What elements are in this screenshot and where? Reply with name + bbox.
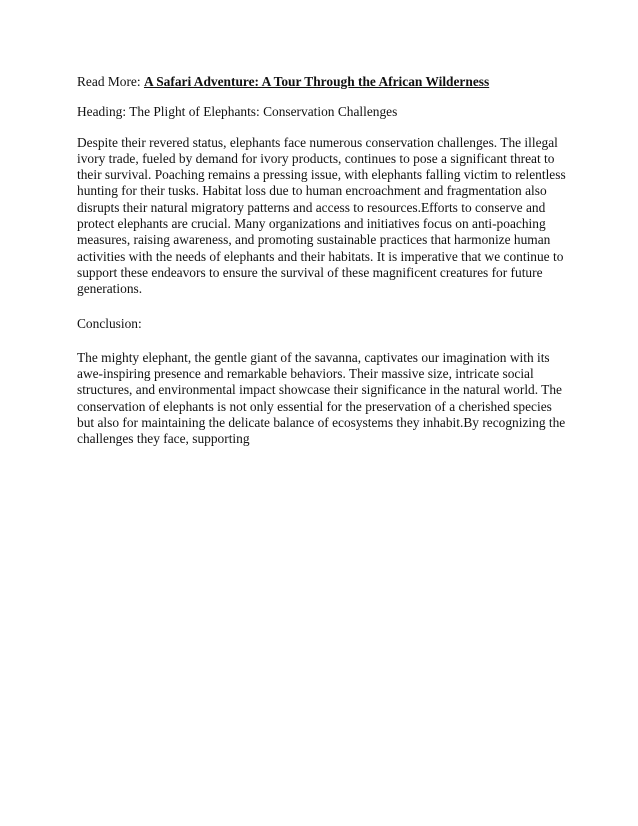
read-more-link[interactable]: A Safari Adventure: A Tour Through the African Wilderness <box>143 74 490 89</box>
body-paragraph-1: Despite their revered status, elephants face numerous conservation challenges. The illegal ivory trade, fueled by demand for ivory products, continues to pose a significant threat to their survival. Poaching remains a pressing issue, with elephants falling victim to relentless hunting for their tusks. Habitat loss due to human encroachment and fragmentation also disrupts their natural migratory patterns and access to resources.Efforts to conserve and protect elephants are crucial. Many organizations and initiatives focus on anti-poaching measures, raising awareness, and promoting sustainable practices that harmonize human activities with the needs of elephants and their habitats. It is imperative that we continue to support these endeavors to ensure the survival of these magnificent creatures for future generations. <box>77 134 566 297</box>
document-body <box>77 74 567 462</box>
read-more-line <box>77 74 567 90</box>
section-heading: Heading: The Plight of Elephants: Conservation Challenges <box>77 104 398 120</box>
read-more-prefix: Read More: <box>77 74 144 89</box>
body-paragraph-2: The mighty elephant, the gentle giant of the savanna, captivates our imagination with its awe-inspiring presence and remarkable behaviors. Their massive size, intricate social structures, and environmental impact showcase their significance in the natural world. The conservation of elephants is not only essential for the preservation of a cherished species but also for maintaining the delicate balance of ecosystems they inhabit.By recognizing the challenges they face, supporting <box>77 349 566 447</box>
conclusion-label: Conclusion: <box>77 315 142 331</box>
